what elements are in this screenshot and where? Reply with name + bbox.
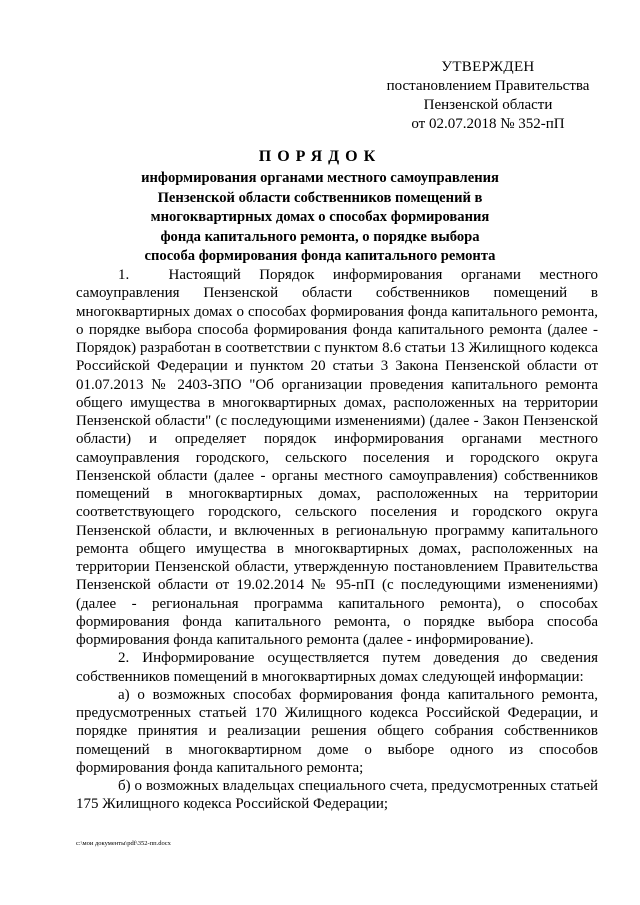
paragraph-2a: а) о возможных способах формирования фонда капитального ремонта, предусмотренных статьей 170 Жилищного кодекса Российской Федерации, и порядке принятия и реализации решения общего собрания собственников помещений в многоквартирном доме о выборе одного из способов формирования фонда капитального ремонта; <box>76 686 598 776</box>
approval-stamp <box>372 58 604 134</box>
approval-authority: постановлением Правительства <box>386 78 590 94</box>
document-title-block <box>70 147 570 267</box>
document-title: ПОРЯДОК <box>258 148 382 165</box>
paragraph-1 <box>76 266 598 649</box>
paragraph-2b: б) о возможных владельцах специального счета, предусмотренных статьей 175 Жилищного кодекса Российской Федерации; <box>76 778 598 813</box>
approval-title: УТВЕРЖДЕН <box>441 59 535 75</box>
document-subtitle: информирования органами местного самоуправления Пензенской области собственников помещений в многоквартирных домах о способах формирования фонда капитального ремонта, о порядке выбора способа формирования фонда капитального ремонта <box>141 170 499 264</box>
approval-date-number: от 02.07.2018 № 352-пП <box>411 116 565 132</box>
paragraph-1-number: 1. <box>118 267 130 283</box>
document-body <box>76 266 598 814</box>
footer-file-path: c:\мои документы\pdf\352-пп.docx <box>76 840 171 847</box>
paragraph-1-text: Настоящий Порядок информирования органами местного самоуправления Пензенской области собственников помещений в многоквартирных домах о способах формирования фонда капитального ремонта, о порядке выбора способа формирования фонда капитального ремонта (далее - Порядок) разработан в соответствии с пунктом 8.6 статьи 13 Жилищного кодекса Российской Федерации и пунктом 20 статьи 3 Закона Пензенской области от 01.07.2013 № 2403-ЗПО "Об организации проведения капитального ремонта общего имущества в многоквартирных домах, расположенных на территории Пензенской области" (с последующими изменениями) (далее - Закон Пензенской области) и определяет порядок информирования органами местного самоуправления городского, сельского поселения и городского округа Пензенской области (далее - органы местного самоуправления) собственников помещений в многоквартирных домах, расположенных на территории соответствующего городского, сельского поселения и городского округа Пензенской области, и включенных в региональную программу капитального ремонта общего имущества в многоквартирных домах, расположенных на территории Пензенской области, утвержденную постановлением Правительства Пензенской области от 19.02.2014 № 95-пП (с последующими изменениями) (далее - региональная программа капитального ремонта), о способах формирования фонда капитального ремонта, о порядке выбора способа формирования фонда капитального ремонта (далее - информирование). <box>76 267 598 648</box>
approval-region: Пензенской области <box>423 97 553 113</box>
paragraph-2: 2. Информирование осуществляется путем доведения до сведения собственников помещений в многоквартирных домах следующей информации: <box>76 650 598 685</box>
